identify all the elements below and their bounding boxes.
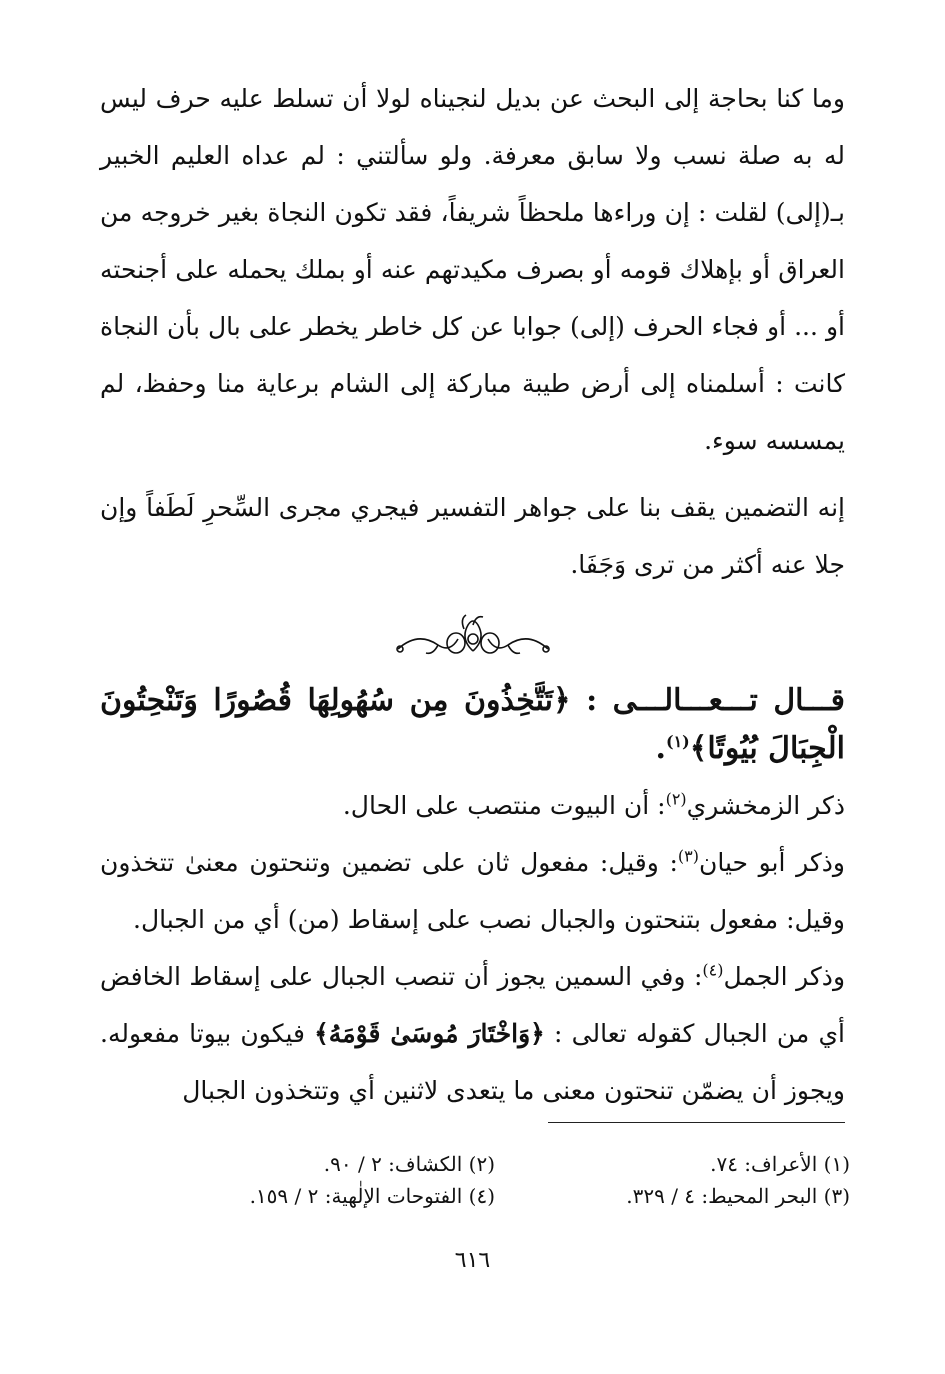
para5-footnote-ref: (٤) bbox=[702, 960, 724, 980]
footnote-separator bbox=[548, 1122, 845, 1123]
heading-prefix: قـــال تـــعـــالـــى : bbox=[570, 683, 845, 718]
ornament-divider bbox=[100, 611, 845, 661]
footnote-4: (٤) الفتوحات الإلٰهية: ٢ / ١٥٩. bbox=[249, 1184, 495, 1208]
footnote-3: (٣) البحر المحيط: ٤ / ٣٢٩. bbox=[626, 1184, 850, 1208]
paragraph-4 bbox=[100, 834, 845, 948]
floral-ornament-icon bbox=[388, 611, 558, 661]
para5-text-c: فيكون بيوتا مفعوله. ويجوز أن يضمّن تنحتون معنى ما يتعدى لاثنين أي وتتخذون الجبال bbox=[100, 1019, 845, 1105]
paragraph-5 bbox=[100, 948, 845, 1119]
para3-text-b: : أن البيوت منتصب على الحال. bbox=[342, 791, 666, 820]
para5-verse: ﴿وَاخْتَارَ مُوسَىٰ قَوْمَهُ﴾ bbox=[314, 1019, 545, 1048]
paragraph-2: إنه التضمين يقف بنا على جواهر التفسير فيجري مجرى السِّحرِ لَطَفاً وإن جلا عنه أكثر من ترى وَجَفَا. bbox=[100, 493, 845, 579]
paragraph-1: وما كنا بحاجة إلى البحث عن بديل لنجيناه لولا أن تسلط عليه حرف ليس له به صلة نسب ولا سابق معرفة. ولو سألتني : لم عداه العليم الخبير بـ(إلى) لقلت : إن وراءها ملحظاً شريفاً، فقد تكون النجاة بغير خروجه من العراق أو بإهلاك قومه أو بصرف مكيدتهم عنه أو بملك يحمله على أجنحته أو ... أو فجاء الحرف (إلى) جوابا عن كل خاطر يخطر على بال بأن النجاة كانت : أسلمناه إلى أرض طيبة مباركة إلى الشام برعاية منا وحفظ، لم يمسسه سوء. bbox=[100, 84, 846, 455]
footnotes bbox=[140, 1150, 850, 1210]
para4-footnote-ref: (٣) bbox=[677, 846, 699, 866]
paragraph-3 bbox=[100, 777, 845, 834]
heading-footnote-ref: (١) bbox=[666, 732, 690, 751]
page-number: ٦١٦ bbox=[454, 1248, 491, 1273]
heading-suffix: . bbox=[655, 731, 666, 766]
para4-text-a: وذكر أبو حيان bbox=[699, 848, 845, 877]
verse-heading bbox=[100, 677, 845, 773]
footnote-1: (١) الأعراف: ٧٤. bbox=[710, 1152, 850, 1176]
footnote-2: (٢) الكشاف: ٢ / ٩٠. bbox=[323, 1152, 495, 1176]
para3-footnote-ref: (٢) bbox=[665, 789, 687, 809]
para3-text-a: ذكر الزمخشري bbox=[686, 791, 845, 820]
para5-text-b: : وفي السمين يجوز أن تنصب الجبال على إسقاط الخافض أي من الجبال كقوله تعالى : bbox=[100, 962, 845, 1048]
heading-verse: ﴿تَتَّخِذُونَ مِن سُهُولِهَا قُصُورًا وَتَنْحِتُونَ الْجِبَالَ بُيُوتًا﴾ bbox=[100, 683, 845, 766]
para5-text-a: وذكر الجمل bbox=[723, 962, 846, 991]
page-body bbox=[100, 70, 845, 1119]
para4-text-b: : وقيل: مفعول ثان على تضمين وتنحتون معنىٰ تتخذون وقيل: مفعول بتنحتون والجبال نصب على إسقاط (من) أي من الجبال. bbox=[100, 848, 845, 934]
